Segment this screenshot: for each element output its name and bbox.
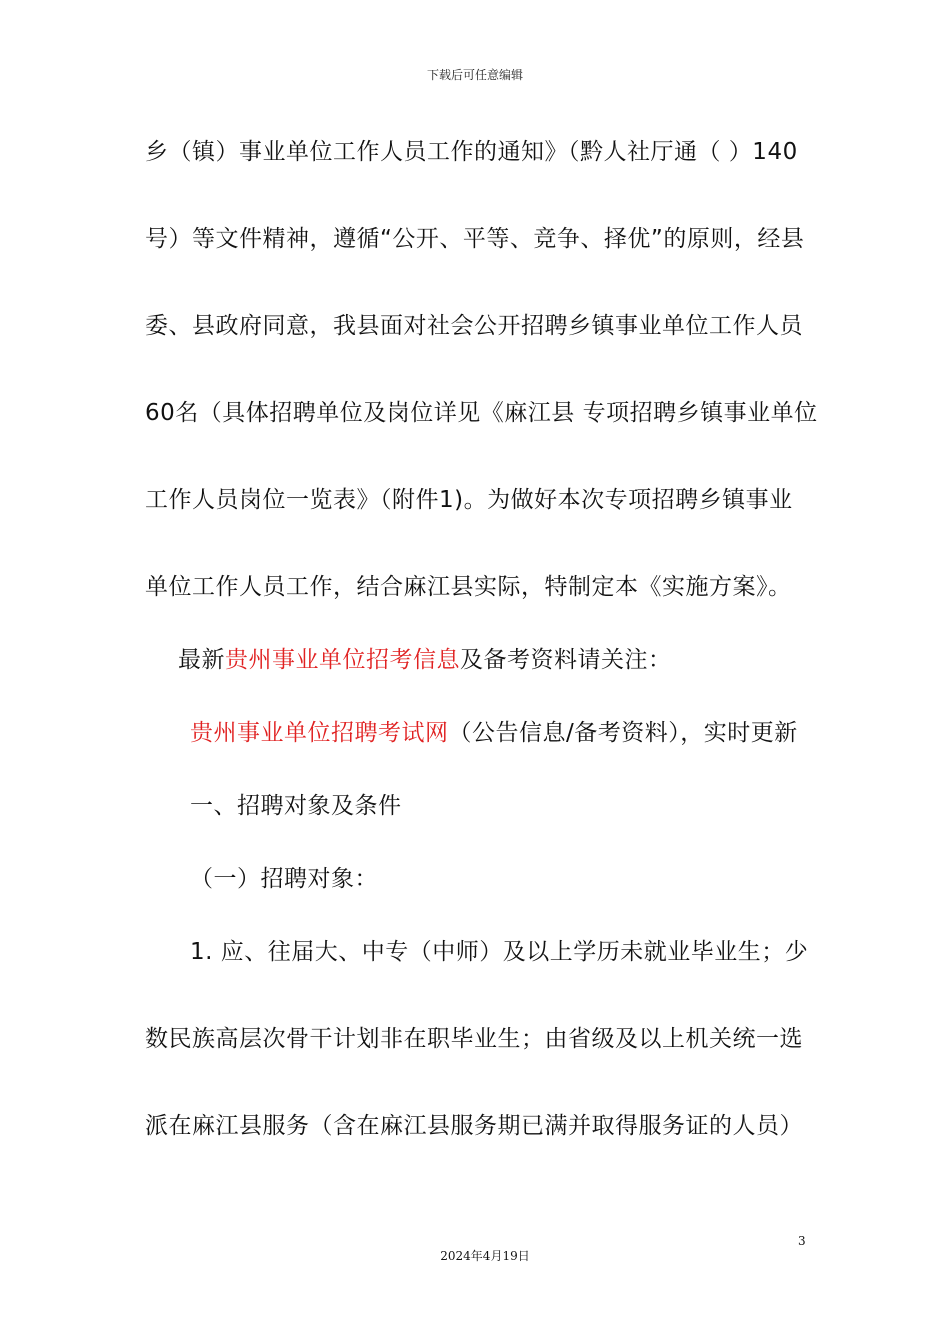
- paragraph-line: 乡（镇）事业单位工作人员工作的通知》（黔人社厅通（ ）140: [145, 139, 798, 165]
- paragraph-line: 60名（具体招聘单位及岗位详见《麻江县 专项招聘乡镇事业单位: [145, 400, 818, 426]
- site-line: [190, 717, 860, 749]
- notice-prefix: 最新: [178, 647, 225, 673]
- list-item-line: 派在麻江县服务（含在麻江县服务期已满并取得服务证的人员）: [145, 1113, 803, 1139]
- page-number: 3: [798, 1234, 806, 1248]
- paragraph-line: 工作人员岗位一览表》（附件1)。为做好本次专项招聘乡镇事业: [145, 487, 793, 513]
- site-suffix: （公告信息/备考资料），实时更新: [448, 720, 798, 746]
- subsection-heading: （一）招聘对象：: [190, 866, 378, 892]
- exam-site-link[interactable]: 贵州事业单位招聘考试网: [190, 720, 449, 746]
- paragraph-line: 委、县政府同意，我县面对社会公开招聘乡镇事业单位工作人员: [145, 313, 803, 339]
- notice-line: [178, 644, 848, 676]
- paragraph-line: 号）等文件精神，遵循“公开、平等、竞争、择优”的原则，经县: [145, 226, 805, 252]
- list-item-line: 1. 应、往届大、中专（中师）及以上学历未就业毕业生；少: [190, 939, 809, 965]
- paragraph-line: 单位工作人员工作，结合麻江县实际，特制定本《实施方案》。: [145, 574, 792, 600]
- section-heading: 一、招聘对象及条件: [190, 793, 402, 819]
- notice-suffix: 及备考资料请关注：: [460, 647, 672, 673]
- page-header: 下载后可任意编辑: [426, 68, 523, 82]
- footer-date: 2024年4月19日: [440, 1249, 530, 1263]
- exam-info-link[interactable]: 贵州事业单位招考信息: [225, 647, 460, 673]
- list-item-line: 数民族高层次骨干计划非在职毕业生；由省级及以上机关统一选: [145, 1026, 803, 1052]
